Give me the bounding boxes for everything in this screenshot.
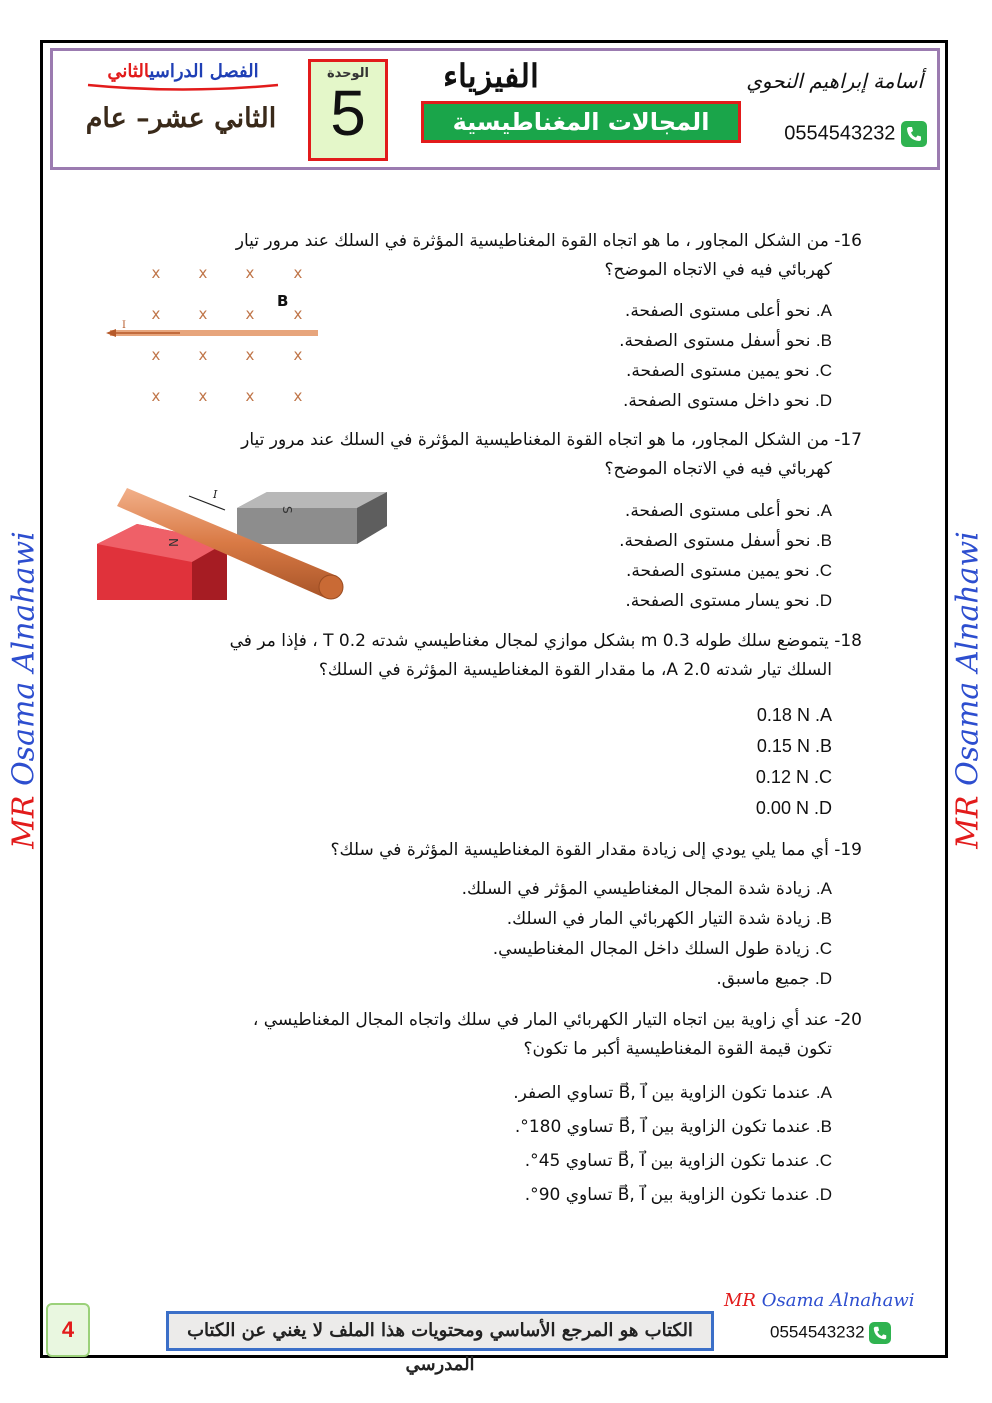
phone-icon — [901, 121, 927, 147]
option-c[interactable]: C. نحو يمين مستوى الصفحة. — [626, 361, 832, 381]
watermark-right — [948, 520, 988, 860]
option-d[interactable]: D. جميع ماسبق. — [716, 969, 832, 989]
question-18 — [230, 627, 862, 685]
field-marker: x — [198, 264, 208, 282]
footer-sign-prefix: MR — [724, 1290, 756, 1311]
question-text: من الشكل المجاور، ما هو اتجاه القوة المغناطيسية المؤثرة في السلك عند مرور تيار — [241, 430, 829, 450]
question-text: من الشكل المجاور ، ما هو اتجاه القوة المغناطيسية المؤثرة في السلك عند مرور تيار — [235, 231, 829, 251]
field-marker: x — [293, 346, 303, 364]
option-d[interactable]: D. نحو يسار مستوى الصفحة. — [625, 591, 832, 611]
field-label: B — [277, 292, 289, 310]
field-marker: x — [245, 305, 255, 323]
option-c[interactable]: C. نحو يمين مستوى الصفحة. — [626, 561, 832, 581]
option-d[interactable]: D. نحو داخل مستوى الصفحة. — [622, 391, 832, 411]
question-20 — [253, 1006, 862, 1064]
options-17 — [619, 496, 832, 616]
grade-label: الثاني عشر– عام — [85, 103, 277, 134]
option-b[interactable]: B. زيادة شدة التيار الكهربائي المار في السلك. — [506, 909, 832, 929]
watermark-prefix: MR — [6, 795, 42, 849]
option-b[interactable]: B. 0.15 N — [756, 736, 832, 756]
field-marker: x — [198, 346, 208, 364]
question-17 — [241, 426, 862, 484]
field-marker: x — [151, 387, 161, 405]
question-19 — [331, 836, 862, 865]
figure-16 — [100, 258, 330, 408]
watermark-name: Osama Alnahawi — [950, 531, 986, 786]
question-text: أي مما يلي يودي إلى زيادة مقدار القوة المغناطيسية المؤثرة في سلك؟ — [330, 840, 829, 860]
question-number: 18- — [834, 631, 862, 651]
current-arrow — [189, 496, 225, 510]
phone-icon — [869, 1322, 891, 1344]
option-a[interactable]: A. زيادة شدة المجال المغناطيسي المؤثر في السلك. — [461, 879, 832, 899]
field-marker: x — [293, 305, 303, 323]
options-19 — [462, 874, 832, 994]
option-b[interactable]: B. نحو أسفل مستوى الصفحة. — [619, 531, 832, 551]
watermark-prefix: MR — [950, 795, 986, 849]
field-marker: x — [293, 264, 303, 282]
field-marker: x — [151, 346, 161, 364]
options-16 — [619, 296, 832, 416]
question-number: 17- — [834, 430, 862, 450]
field-marker: x — [245, 264, 255, 282]
unit-number: 5 — [330, 77, 366, 149]
option-c[interactable]: C. زيادة طول السلك داخل المجال المغناطيسي. — [492, 939, 832, 959]
footer-sign-name: Osama Alnahawi — [761, 1290, 915, 1311]
option-b[interactable]: B. عندما تكون الزاوية بين B⃗, I⃗ تساوي 180°. — [514, 1117, 832, 1137]
question-text: السلك تيار شدته 2.0 A، ما مقدار القوة المغناطيسية المؤثرة في السلك؟ — [318, 660, 832, 680]
semester-label — [73, 61, 293, 92]
north-label: N — [166, 538, 180, 547]
option-d[interactable]: D. 0.00 N — [755, 798, 832, 818]
footer-note: الكتاب هو المرجع الأساسي ومحتويات هذا الملف لا يغني عن الكتاب المدرسي — [166, 1311, 714, 1351]
current-label: I — [122, 320, 126, 331]
south-label: S — [280, 506, 294, 514]
options-18 — [756, 700, 832, 824]
field-marker: x — [151, 264, 161, 282]
option-a[interactable]: A. عندما تكون الزاوية بين B⃗, I⃗ تساوي الصفر. — [513, 1083, 832, 1103]
semester-underline — [83, 82, 283, 92]
option-a[interactable]: A. نحو أعلى مستوى الصفحة. — [624, 301, 832, 321]
question-text: تكون قيمة القوة المغناطيسية أكبر ما تكون؟ — [523, 1039, 832, 1059]
semester-word: الثاني — [107, 61, 150, 82]
footer-phone — [770, 1322, 891, 1344]
options-20 — [513, 1078, 832, 1214]
option-a[interactable]: A. نحو أعلى مستوى الصفحة. — [624, 501, 832, 521]
header-phone-number: 0554543232 — [784, 122, 896, 145]
question-text: يتموضع سلك طوله 0.3 m بشكل موازي لمجال مغناطيسي شدته 0.2 T ، فإذا مر في — [229, 631, 829, 651]
field-marker: x — [151, 305, 161, 323]
option-d[interactable]: D. عندما تكون الزاوية بين B⃗, I⃗ تساوي 90°. — [524, 1185, 832, 1205]
field-marker: x — [245, 346, 255, 364]
current-label: I — [213, 488, 218, 501]
page-number: 4 — [46, 1303, 90, 1357]
author-name: أسامة إبراهيم النحوي — [746, 69, 923, 93]
page-header — [50, 48, 940, 170]
question-text: كهربائي فيه في الاتجاه الموضح؟ — [604, 260, 832, 280]
question-text: كهربائي فيه في الاتجاه الموضح؟ — [604, 459, 832, 479]
field-marker: x — [245, 387, 255, 405]
question-number: 20- — [834, 1010, 862, 1030]
option-a[interactable]: A. 0.18 N — [756, 705, 832, 725]
unit-label: الوحدة — [326, 66, 370, 81]
option-c[interactable]: C. 0.12 N — [755, 767, 832, 787]
question-number: 19- — [834, 840, 862, 860]
unit-badge — [308, 59, 388, 161]
subject-title: الفيزياء — [443, 57, 539, 95]
semester-prefix: الفصل الدراسي — [149, 61, 259, 82]
figure-17 — [97, 484, 389, 600]
field-marker: x — [198, 305, 208, 323]
option-b[interactable]: B. نحو أسفل مستوى الصفحة. — [619, 331, 832, 351]
footer-signature — [724, 1290, 915, 1311]
unit-title: المجالات المغناطيسية — [421, 101, 741, 143]
field-marker: x — [293, 387, 303, 405]
field-marker: x — [198, 387, 208, 405]
option-c[interactable]: C. عندما تكون الزاوية بين B⃗, I⃗ تساوي 45°. — [524, 1151, 832, 1171]
footer-phone-number: 0554543232 — [770, 1322, 865, 1342]
watermark-name: Osama Alnahawi — [6, 531, 42, 786]
header-phone — [784, 121, 927, 147]
question-text: عند أي زاوية بين اتجاه التيار الكهربائي المار في سلك واتجاه المجال المغناطيسي ، — [252, 1010, 829, 1030]
question-number: 16- — [834, 231, 862, 251]
watermark-left — [4, 520, 44, 860]
